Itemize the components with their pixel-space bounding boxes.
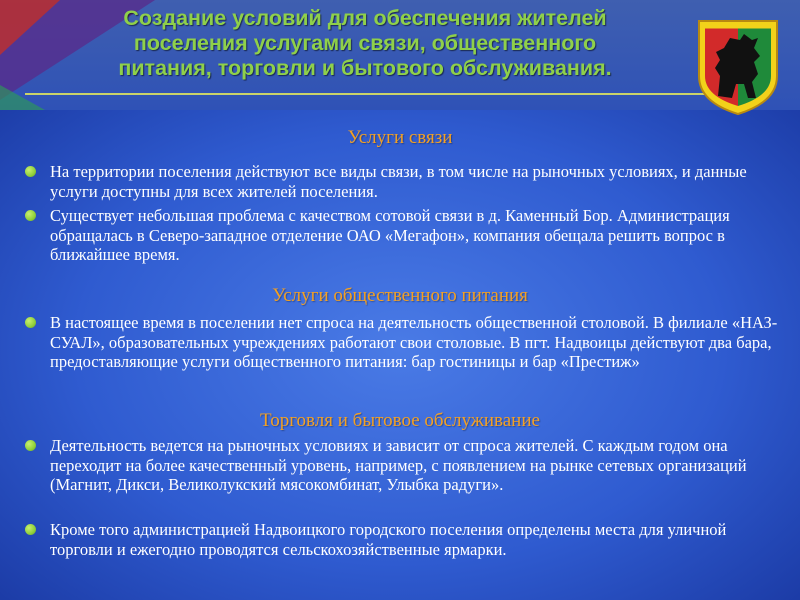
coat-of-arms-bear-icon (696, 18, 780, 116)
slide-title-line: поселения услугами связи, общественного (133, 31, 597, 55)
section-heading-trade: Торговля и бытовое обслуживание (260, 410, 540, 431)
list-item-text: На территории поселения действуют все виды связи, в том числе на рыночных условиях, и данные услуги доступны для всех жителей поселения. (50, 162, 747, 201)
bullet-dot-icon (25, 440, 36, 451)
list-item (25, 436, 785, 495)
bullet-dot-icon (25, 166, 36, 177)
list-item-text: В настоящее время в поселении нет спроса на деятельность общественной столовой. В филиале «НАЗ-СУАЛ», образовательных учреждениях работают свои столовые. В пгт. Надвоицы действуют два бара, предоставляющие услуги общественного питания: бар гостиницы и бар «Престиж» (50, 313, 778, 371)
list-item (25, 206, 785, 265)
list-item-text: Деятельность ведется на рыночных условиях и зависит от спроса жителей. С каждым годом она переходит на более качественный уровень, например, с появлением на рынке сетевых организаций (Магнит, Дикси, Великолукский мясокомбинат, Улыбка радуги». (50, 436, 747, 494)
slide-title-line: питания, торговли и бытового обслуживания. (118, 56, 612, 80)
bullet-dot-icon (25, 210, 36, 221)
list-item-text: Существует небольшая проблема с качеством сотовой связи в д. Каменный Бор. Администрация обращалась в Северо-западное отделение ОАО «Мегафон», компания обещала решить вопрос в ближайшее время. (50, 206, 730, 264)
title-divider (25, 93, 705, 95)
list-item (25, 162, 785, 201)
section-heading-communication: Услуги связи (347, 127, 453, 148)
section-heading-catering: Услуги общественного питания (272, 285, 528, 306)
bullet-dot-icon (25, 524, 36, 535)
list-item (25, 313, 785, 372)
list-item (25, 520, 785, 559)
bullet-dot-icon (25, 317, 36, 328)
slide-title-line: Создание условий для обеспечения жителей (123, 6, 607, 30)
slide-title (25, 6, 705, 81)
list-item-text: Кроме того администрацией Надвоицкого городского поселения определены места для уличной торговли и ежегодно проводятся сельскохозяйственные ярмарки. (50, 520, 727, 559)
